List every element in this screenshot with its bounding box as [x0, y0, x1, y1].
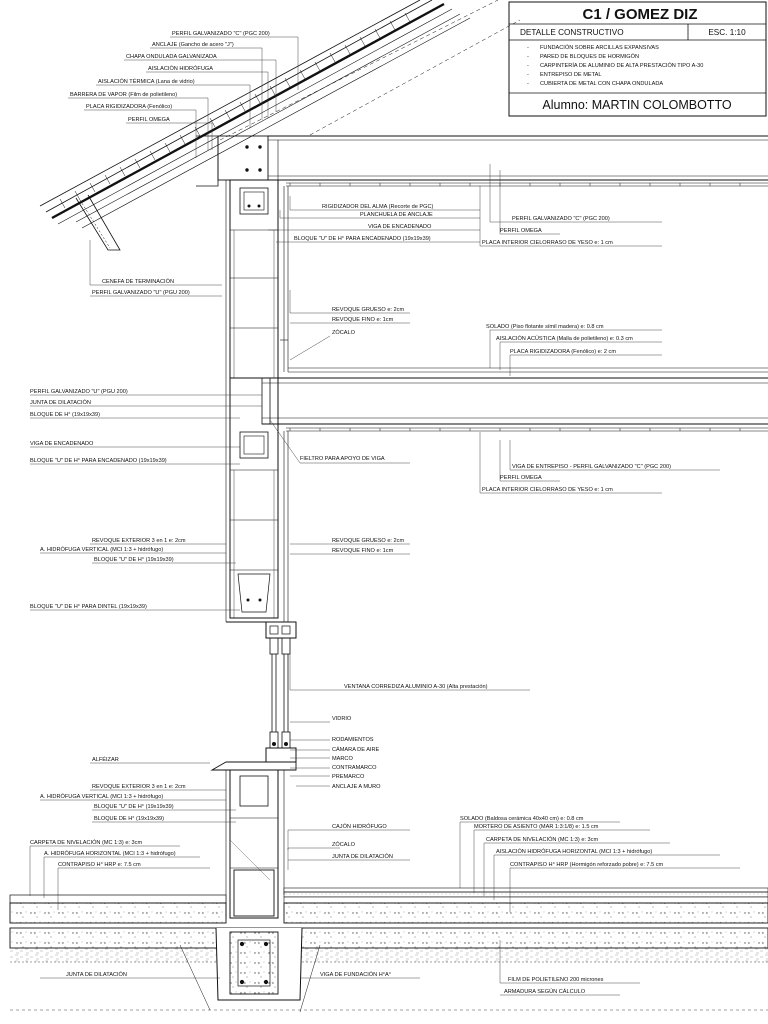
label-revoque-exterior-1: REVOQUE EXTERIOR 3 en 1 e: 2cm	[92, 538, 186, 544]
sheet-scale: ESC. 1:10	[708, 28, 746, 37]
label-perfil-pgu-floor: PERFIL GALVANIZADO "U" (PGU 200)	[30, 389, 128, 395]
label-junta-dilatacion-1: JUNTA DE DILATACIÓN	[30, 400, 91, 406]
label-aislacion-hidrofuga-roof: AISLACIÓN HIDRÓFUGA	[148, 66, 213, 72]
student-name: Alumno: MARTIN COLOMBOTTO	[542, 98, 732, 112]
note-item: ENTREPISO DE METAL	[540, 72, 602, 78]
label-premarco: PREMARCO	[332, 774, 365, 780]
label-perfil-pgc-ceiling: PERFIL GALVANIZADO "C" (PGC 200)	[512, 216, 610, 222]
label-bloque-h-1: BLOQUE DE H° (19x19x39)	[30, 412, 101, 418]
annotation-labels	[30, 31, 671, 995]
label-bloque-u-1: BLOQUE "U" DE H° (19x19x39)	[94, 557, 174, 563]
label-perfil-pgc-roof: PERFIL GALVANIZADO "C" (PGC 200)	[172, 31, 270, 37]
label-solado-ceramico: SOLADO (Baldosa cerámica 40x40 cm) e: 0.8 cm	[460, 816, 584, 822]
label-aislacion-acustica: AISLACIÓN ACÚSTICA (Malla de polietileno) e: 0.3 cm	[496, 336, 633, 342]
label-mortero-asiento: MORTERO DE ASIENTO (MAR 1:3:1/8) e: 1.5 cm	[474, 824, 599, 830]
label-junta-dilatacion-2: JUNTA DE DILATACIÓN	[332, 854, 393, 860]
ceiling-beam	[218, 136, 768, 186]
sheet-title: C1 / GOMEZ DIZ	[582, 6, 698, 23]
label-hidrofuga-horizontal-left: A. HIDRÓFUGA HORIZONTAL (MCI 1:3 + hidrófugo)	[44, 851, 176, 857]
label-viga-fundacion: VIGA DE FUNDACIÓN H°A°	[320, 972, 391, 978]
label-revoque-fino-1: REVOQUE FINO e: 1cm	[332, 317, 394, 323]
svg-text:-: -	[527, 45, 529, 51]
label-zocalo-1: ZÓCALO	[332, 330, 356, 336]
label-anclaje-gancho: ANCLAJE (Gancho de acero "J")	[152, 42, 234, 48]
label-camara-aire: CÁMARA DE AIRE	[332, 747, 380, 753]
label-zocalo-2: ZÓCALO	[332, 842, 356, 848]
label-rigidizador-alma: RIGIDIZADOR DEL ALMA (Recorte de PGC)	[322, 204, 434, 210]
label-cajon-hidrofugo: CAJÓN HIDRÓFUGO	[332, 824, 387, 830]
label-hidrofuga-vertical-2: A. HIDRÓFUGA VERTICAL (MCI 1:3 + hidrófugo)	[40, 794, 164, 800]
note-item: FUNDACIÓN SOBRE ARCILLAS EXPANSIVAS	[540, 45, 659, 51]
label-carpeta-nivelacion-right: CARPETA DE NIVELACIÓN (MC 1:3) e: 3cm	[486, 837, 599, 843]
svg-text:-: -	[527, 63, 529, 69]
sheet-subtitle: DETALLE CONSTRUCTIVO	[520, 28, 624, 37]
svg-text:-: -	[527, 72, 529, 78]
note-item: CARPINTERÍA DE ALUMINIO DE ALTA PRESTACIÓN TIPO A-30	[540, 63, 704, 69]
label-cenefa: CENEFA DE TERMINACIÓN	[102, 279, 175, 285]
label-rodamientos: RODAMIENTOS	[332, 737, 374, 743]
label-bloque-u-dintel: BLOQUE "U" DE H° PARA DINTEL (19x19x39)	[30, 604, 147, 610]
lower-wall	[212, 762, 296, 918]
sliding-window	[266, 622, 296, 762]
label-alfeizar: ALFÉIZAR	[92, 757, 119, 763]
upper-wall	[226, 180, 288, 378]
title-block	[509, 2, 766, 116]
label-perfil-omega-mid: PERFIL OMEGA	[500, 475, 542, 481]
label-fieltro: FIELTRO PARA APOYO DE VIGA	[300, 456, 385, 462]
label-placa-rigidizadora-floor: PLACA RIGIDIZADORA (Fenólico) e: 2 cm	[510, 349, 616, 355]
label-revoque-exterior-2: REVOQUE EXTERIOR 3 en 1 e: 2cm	[92, 784, 186, 790]
label-bloque-u-encadenado-top: BLOQUE "U" DE H° PARA ENCADENADO (19x19x39)	[294, 236, 431, 242]
label-revoque-grueso-1: REVOQUE GRUESO e: 2cm	[332, 307, 405, 313]
label-bloque-h-2: BLOQUE DE H° (19x19x39)	[94, 816, 165, 822]
label-placa-yeso-mid: PLACA INTERIOR CIELORRASO DE YESO e: 1 cm	[482, 487, 613, 493]
label-bloque-u-encadenado-mid: BLOQUE "U" DE H° PARA ENCADENADO (19x19x39)	[30, 458, 167, 464]
label-film-polietileno: FILM DE POLIETILENO 200 micrones	[508, 977, 604, 983]
label-hidrofuga-horizontal-right: AISLACIÓN HIDRÓFUGA HORIZONTAL (MCI 1:3 + hidrófugo)	[496, 849, 653, 855]
label-revoque-grueso-2: REVOQUE GRUESO e: 2cm	[332, 538, 405, 544]
label-aislacion-termica: AISLACIÓN TÉRMICA (Lana de vidrio)	[98, 79, 195, 85]
label-perfil-omega-roof: PERFIL OMEGA	[128, 117, 170, 123]
label-revoque-fino-2: REVOQUE FINO e: 1cm	[332, 548, 394, 554]
label-viga-entrepiso: VIGA DE ENTREPISO - PERFIL GALVANIZADO "C" (PGC 200)	[512, 464, 671, 470]
label-perfil-pgu-cenefa: PERFIL GALVANIZADO "U" (PGU 200)	[92, 290, 190, 296]
label-contramarco: CONTRAMARCO	[332, 765, 377, 771]
label-carpeta-nivelacion-left: CARPETA DE NIVELACIÓN (MC 1:3) e: 3cm	[30, 840, 143, 846]
label-barrera-vapor: BARRERA DE VAPOR (Film de polietileno)	[70, 92, 178, 98]
label-armadura: ARMADURA SEGÚN CÁLCULO	[504, 989, 586, 995]
svg-text:-: -	[527, 54, 529, 60]
note-item: CUBIERTA DE METAL CON CHAPA ONDULADA	[540, 81, 664, 87]
label-placa-rigidizadora-roof: PLACA RIGIDIZADORA (Fenólico)	[86, 104, 173, 110]
ground-floor	[10, 888, 768, 962]
label-anclaje-muro: ANCLAJE A MURO	[332, 784, 381, 790]
label-perfil-omega-ceiling: PERFIL OMEGA	[500, 228, 542, 234]
label-viga-encadenado-mid: VIGA DE ENCADENADO	[30, 441, 94, 447]
label-vidrio: VIDRIO	[332, 716, 352, 722]
svg-text:-: -	[527, 81, 529, 87]
label-planchuela-anclaje: PLANCHUELA DE ANCLAJE	[360, 212, 433, 218]
label-placa-yeso-ceiling: PLACA INTERIOR CIELORRASO DE YESO e: 1 cm	[482, 240, 613, 246]
label-bloque-u-2: BLOQUE "U" DE H° (19x19x39)	[94, 804, 174, 810]
label-ventana: VENTANA CORREDIZA ALUMINIO A-30 (Alta prestación)	[344, 684, 488, 690]
middle-wall	[226, 378, 290, 622]
label-junta-dilatacion-3: JUNTA DE DILATACIÓN	[66, 972, 127, 978]
note-item: PARED DE BLOQUES DE HORMIGÓN	[540, 54, 640, 60]
label-contrapiso-left: CONTRAPISO H° HRP e: 7.5 cm	[58, 862, 141, 868]
intermediate-floor	[262, 368, 768, 431]
label-solado-madera: SOLADO (Piso flotante símil madera) e: 0.8 cm	[486, 324, 604, 330]
label-marco: MARCO	[332, 756, 353, 762]
label-hidrofuga-vertical-1: A. HIDRÓFUGA VERTICAL (MCI 1:3 + hidrófugo)	[40, 547, 164, 553]
label-contrapiso-right: CONTRAPISO H° HRP (Hormigón reforzado pobre) e: 7.5 cm	[510, 862, 664, 868]
label-chapa-ondulada: CHAPA ONDULADA GALVANIZADA	[126, 54, 217, 60]
label-viga-encadenado-top: VIGA DE ENCADENADO	[368, 224, 432, 230]
